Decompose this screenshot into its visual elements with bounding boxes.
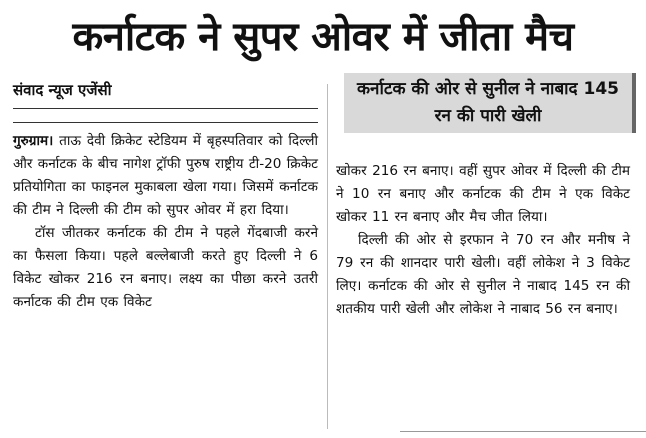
dateline: गुरुग्राम। (13, 133, 54, 149)
pull-quote (344, 73, 636, 133)
paragraph: टॉस जीतकर कर्नाटक की टीम ने पहले गेंदबाजी करने का फैसला किया। पहले बल्लेबाजी करते हुए दिल्ली ने 6 विकेट खोकर 216 रन बनाए। लक्ष्य का पीछा करने उतरी कर्नाटक की टीम एक विकेट (13, 225, 318, 310)
paragraph: खोकर 216 रन बनाए। वहीं सुपर ओवर में दिल्ली की टीम ने 10 रन बनाए और कर्नाटक की टीम ने एक विकेट खोकर 11 रन बनाए और मैच जीत लिया। (336, 163, 630, 225)
paragraph: दिल्ली की ओर से इरफान ने 70 रन और मनीष ने 79 रन की शानदार पारी खेली। वहीं लोकेश ने 3 विकेट लिए। कर्नाटक की ओर से सुनील ने नाबाद 145 रन की शतकीय पारी खेली और लोकेश ने नाबाद 56 रन बनाए। (336, 232, 630, 317)
pull-quote-text: कर्नाटक की ओर से सुनील ने नाबाद 145 रन की पारी खेली (357, 79, 619, 126)
column-top-rule (13, 122, 318, 123)
byline-block (13, 78, 318, 109)
article-column-right (336, 160, 630, 321)
paragraph-text: ताऊ देवी क्रिकेट स्टेडियम में बृहस्पतिवार को दिल्ली और कर्नाटक के बीच नागेश ट्रॉफी पुरुष राष्ट्रीय टी-20 क्रिकेट प्रतियोगिता का फाइनल मुकाबला खेला गया। जिसमें कर्नाटक की टीम ने दिल्ली की टीम को सुपर ओवर में हरा दिया। (13, 133, 318, 218)
headline: कर्नाटक ने सुपर ओवर में जीता मैच (72, 14, 574, 60)
byline: संवाद न्यूज एजेंसी (13, 81, 112, 99)
article-column-left (13, 130, 318, 314)
column-divider (327, 84, 328, 429)
paragraph (13, 130, 318, 222)
